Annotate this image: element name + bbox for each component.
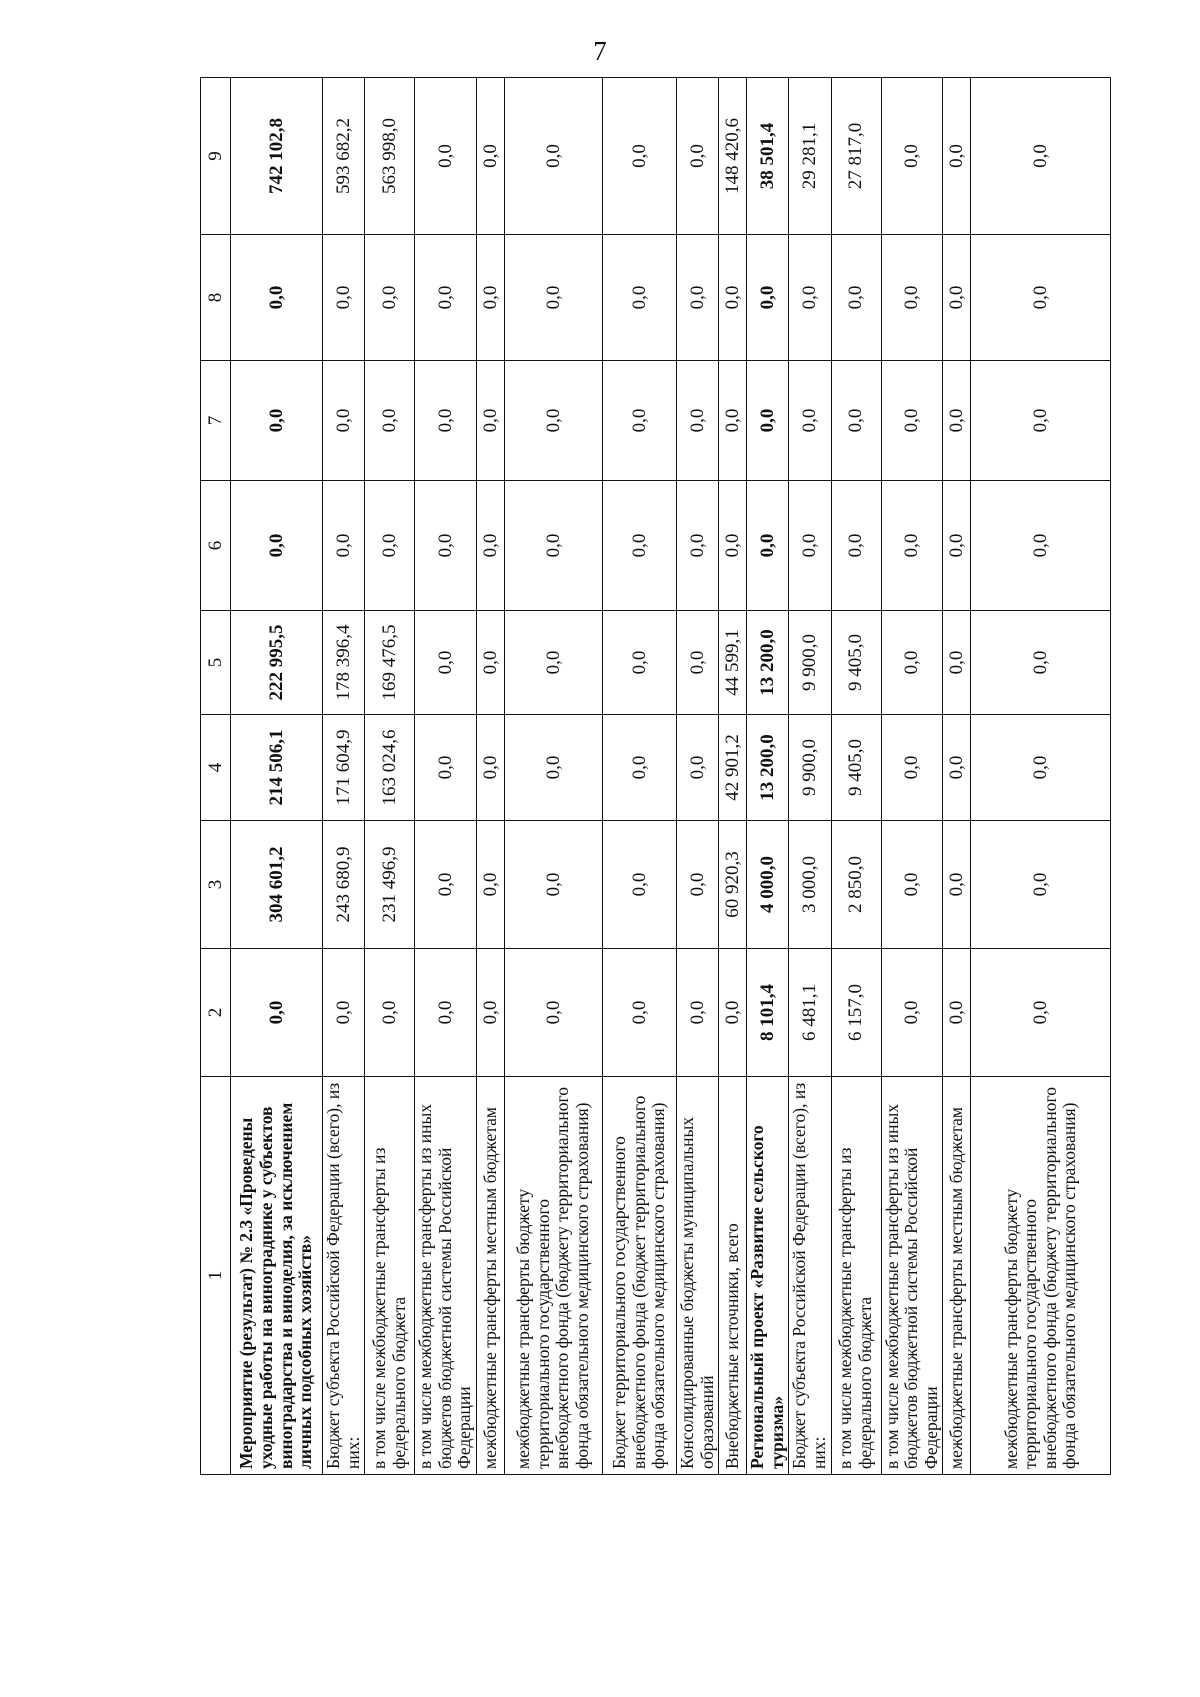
value-cell: 9 900,0 xyxy=(789,611,831,715)
row-label-cell: Бюджет субъекта Российской Федерации (всего), из них: xyxy=(789,1077,831,1475)
table-row xyxy=(789,78,831,1475)
value-cell: 0,0 xyxy=(971,481,1111,611)
value-cell: 0,0 xyxy=(881,481,943,611)
value-cell: 0,0 xyxy=(504,715,602,821)
value-cell: 0,0 xyxy=(365,361,415,481)
value-cell: 0,0 xyxy=(971,78,1111,235)
value-cell: 0,0 xyxy=(602,361,676,481)
value-cell: 6 157,0 xyxy=(831,949,881,1077)
value-cell: 231 496,9 xyxy=(365,821,415,949)
row-label-cell: в том числе межбюджетные трансферты из иных бюджетов бюджетной системы Российской Федерации xyxy=(415,1077,477,1475)
column-header: 4 xyxy=(201,715,231,821)
table-row xyxy=(747,78,789,1475)
value-cell: 0,0 xyxy=(602,78,676,235)
value-cell: 2 850,0 xyxy=(831,821,881,949)
value-cell: 0,0 xyxy=(676,361,718,481)
value-cell: 0,0 xyxy=(602,235,676,361)
value-cell: 0,0 xyxy=(943,78,971,235)
value-cell: 0,0 xyxy=(971,611,1111,715)
budget-table xyxy=(200,77,1111,1475)
value-cell: 0,0 xyxy=(971,821,1111,949)
value-cell: 0,0 xyxy=(789,481,831,611)
value-cell: 0,0 xyxy=(971,361,1111,481)
value-cell: 27 817,0 xyxy=(831,78,881,235)
value-cell: 0,0 xyxy=(881,715,943,821)
value-cell: 0,0 xyxy=(943,611,971,715)
value-cell: 4 000,0 xyxy=(747,821,789,949)
value-cell: 0,0 xyxy=(943,235,971,361)
value-cell: 169 476,5 xyxy=(365,611,415,715)
value-cell: 0,0 xyxy=(231,361,323,481)
value-cell: 13 200,0 xyxy=(747,611,789,715)
value-cell: 38 501,4 xyxy=(747,78,789,235)
value-cell: 178 396,4 xyxy=(323,611,365,715)
value-cell: 563 998,0 xyxy=(365,78,415,235)
column-header: 8 xyxy=(201,235,231,361)
table-row xyxy=(943,78,971,1475)
value-cell: 0,0 xyxy=(476,715,504,821)
row-label-cell: межбюджетные трансферты местным бюджетам xyxy=(943,1077,971,1475)
value-cell: 0,0 xyxy=(881,361,943,481)
column-header: 9 xyxy=(201,78,231,235)
value-cell: 0,0 xyxy=(365,949,415,1077)
value-cell: 0,0 xyxy=(831,235,881,361)
value-cell: 0,0 xyxy=(676,715,718,821)
value-cell: 13 200,0 xyxy=(747,715,789,821)
value-cell: 0,0 xyxy=(323,361,365,481)
row-label-cell: межбюджетные трансферты местным бюджетам xyxy=(476,1077,504,1475)
value-cell: 243 680,9 xyxy=(323,821,365,949)
value-cell: 0,0 xyxy=(719,235,747,361)
value-cell: 0,0 xyxy=(504,361,602,481)
value-cell: 0,0 xyxy=(323,235,365,361)
row-label-cell: в том числе межбюджетные трансферты из федерального бюджета xyxy=(365,1077,415,1475)
value-cell: 0,0 xyxy=(476,481,504,611)
row-label-cell: Бюджет территориального государственного внебюджетного фонда (бюджет территориального фонда обязательного медицинского страхования) xyxy=(602,1077,676,1475)
value-cell: 0,0 xyxy=(365,481,415,611)
value-cell: 42 901,2 xyxy=(719,715,747,821)
table-row xyxy=(415,78,477,1475)
value-cell: 9 900,0 xyxy=(789,715,831,821)
row-label-cell: Региональный проект «Развитие сельского туризма» xyxy=(747,1077,789,1475)
value-cell: 0,0 xyxy=(415,821,477,949)
row-label-cell: Мероприятие (результат) № 2.3 «Проведены уходные работы на винограднике у субъектов виноградарства и виноделия, за исключением личных подсобных хозяйств» xyxy=(231,1077,323,1475)
table-row xyxy=(476,78,504,1475)
value-cell: 148 420,6 xyxy=(719,78,747,235)
value-cell: 0,0 xyxy=(602,949,676,1077)
value-cell: 0,0 xyxy=(943,949,971,1077)
value-cell: 0,0 xyxy=(504,821,602,949)
row-label-cell: межбюджетные трансферты бюджету территориального государственного внебюджетного фонда (бюджету территориального фонда обязательного медицинского страхования) xyxy=(504,1077,602,1475)
value-cell: 0,0 xyxy=(789,361,831,481)
column-header: 5 xyxy=(201,611,231,715)
value-cell: 0,0 xyxy=(943,715,971,821)
value-cell: 0,0 xyxy=(602,821,676,949)
value-cell: 0,0 xyxy=(231,481,323,611)
value-cell: 0,0 xyxy=(323,481,365,611)
value-cell: 44 599,1 xyxy=(719,611,747,715)
table-row xyxy=(831,78,881,1475)
table-row xyxy=(881,78,943,1475)
value-cell: 0,0 xyxy=(676,821,718,949)
value-cell: 163 024,6 xyxy=(365,715,415,821)
column-header: 3 xyxy=(201,821,231,949)
value-cell: 0,0 xyxy=(943,481,971,611)
value-cell: 0,0 xyxy=(504,949,602,1077)
value-cell: 9 405,0 xyxy=(831,611,881,715)
table-row xyxy=(365,78,415,1475)
rotated-table-container xyxy=(200,78,1100,1475)
value-cell: 0,0 xyxy=(719,361,747,481)
value-cell: 0,0 xyxy=(747,481,789,611)
value-cell: 0,0 xyxy=(747,361,789,481)
value-cell: 0,0 xyxy=(676,481,718,611)
value-cell: 0,0 xyxy=(415,949,477,1077)
value-cell: 0,0 xyxy=(365,235,415,361)
value-cell: 0,0 xyxy=(676,949,718,1077)
table-row xyxy=(231,78,323,1475)
value-cell: 9 405,0 xyxy=(831,715,881,821)
value-cell: 0,0 xyxy=(831,481,881,611)
row-label-cell: в том числе межбюджетные трансферты из федерального бюджета xyxy=(831,1077,881,1475)
value-cell: 0,0 xyxy=(943,821,971,949)
value-cell: 0,0 xyxy=(504,611,602,715)
value-cell: 0,0 xyxy=(231,949,323,1077)
value-cell: 0,0 xyxy=(971,949,1111,1077)
row-label-cell: Бюджет субъекта Российской Федерации (всего), из них: xyxy=(323,1077,365,1475)
table-row xyxy=(504,78,602,1475)
table-row xyxy=(323,78,365,1475)
value-cell: 0,0 xyxy=(676,611,718,715)
value-cell: 0,0 xyxy=(831,361,881,481)
value-cell: 0,0 xyxy=(415,361,477,481)
table-row xyxy=(676,78,718,1475)
value-cell: 0,0 xyxy=(602,611,676,715)
row-label-cell: Внебюджетные источники, всего xyxy=(719,1077,747,1475)
value-cell: 3 000,0 xyxy=(789,821,831,949)
value-cell: 0,0 xyxy=(881,611,943,715)
row-label-cell: в том числе межбюджетные трансферты из иных бюджетов бюджетной системы Российской Федерации xyxy=(881,1077,943,1475)
column-header: 2 xyxy=(201,949,231,1077)
value-cell: 0,0 xyxy=(504,481,602,611)
value-cell: 0,0 xyxy=(971,715,1111,821)
value-cell: 593 682,2 xyxy=(323,78,365,235)
value-cell: 0,0 xyxy=(323,949,365,1077)
value-cell: 29 281,1 xyxy=(789,78,831,235)
row-label-cell: межбюджетные трансферты бюджету территориального государственного внебюджетного фонда (бюджету территориального фонда обязательного медицинского страхования) xyxy=(971,1077,1111,1475)
column-header: 7 xyxy=(201,361,231,481)
value-cell: 304 601,2 xyxy=(231,821,323,949)
column-header: 1 xyxy=(201,1077,231,1475)
value-cell: 0,0 xyxy=(719,481,747,611)
value-cell: 0,0 xyxy=(476,611,504,715)
value-cell: 0,0 xyxy=(476,78,504,235)
value-cell: 0,0 xyxy=(881,235,943,361)
value-cell: 171 604,9 xyxy=(323,715,365,821)
value-cell: 0,0 xyxy=(231,235,323,361)
value-cell: 0,0 xyxy=(476,821,504,949)
value-cell: 0,0 xyxy=(719,949,747,1077)
value-cell: 60 920,3 xyxy=(719,821,747,949)
value-cell: 0,0 xyxy=(415,611,477,715)
value-cell: 6 481,1 xyxy=(789,949,831,1077)
value-cell: 0,0 xyxy=(676,235,718,361)
value-cell: 742 102,8 xyxy=(231,78,323,235)
value-cell: 222 995,5 xyxy=(231,611,323,715)
value-cell: 0,0 xyxy=(415,235,477,361)
page-number: 7 xyxy=(593,36,607,66)
value-cell: 0,0 xyxy=(476,235,504,361)
table-row xyxy=(971,78,1111,1475)
value-cell: 0,0 xyxy=(602,481,676,611)
value-cell: 0,0 xyxy=(504,78,602,235)
value-cell: 8 101,4 xyxy=(747,949,789,1077)
row-label-cell: Консолидированные бюджеты муниципальных образований xyxy=(676,1077,718,1475)
value-cell: 0,0 xyxy=(881,78,943,235)
table-row xyxy=(602,78,676,1475)
value-cell: 0,0 xyxy=(415,78,477,235)
value-cell: 214 506,1 xyxy=(231,715,323,821)
value-cell: 0,0 xyxy=(971,235,1111,361)
value-cell: 0,0 xyxy=(476,361,504,481)
value-cell: 0,0 xyxy=(676,78,718,235)
value-cell: 0,0 xyxy=(881,821,943,949)
column-header: 6 xyxy=(201,481,231,611)
value-cell: 0,0 xyxy=(943,361,971,481)
header-row xyxy=(201,78,231,1475)
value-cell: 0,0 xyxy=(476,949,504,1077)
value-cell: 0,0 xyxy=(881,949,943,1077)
value-cell: 0,0 xyxy=(415,481,477,611)
value-cell: 0,0 xyxy=(789,235,831,361)
value-cell: 0,0 xyxy=(415,715,477,821)
value-cell: 0,0 xyxy=(747,235,789,361)
value-cell: 0,0 xyxy=(504,235,602,361)
table-row xyxy=(719,78,747,1475)
value-cell: 0,0 xyxy=(602,715,676,821)
